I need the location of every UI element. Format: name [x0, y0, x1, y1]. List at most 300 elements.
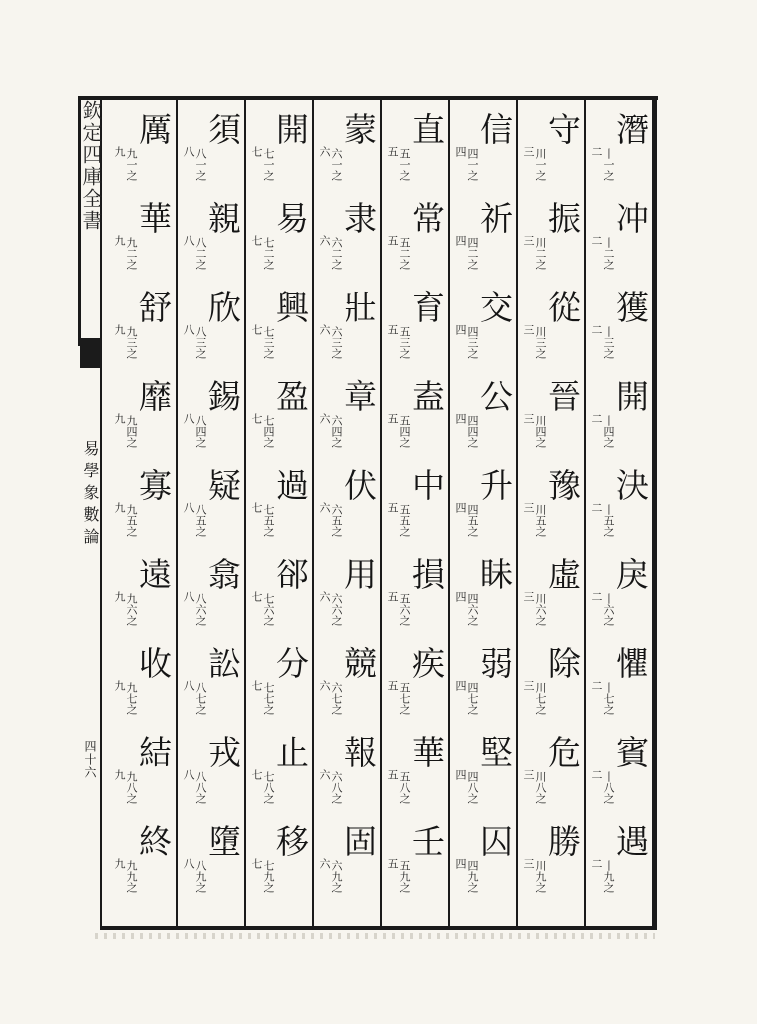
entry [453, 284, 513, 373]
entry-annotations [453, 284, 478, 359]
entry-code: 川八之 [534, 771, 547, 804]
entry [589, 640, 649, 729]
entry [453, 373, 513, 462]
entry [453, 818, 513, 907]
entry-annotations [589, 551, 614, 626]
entry-character: 眛 [480, 555, 513, 594]
entry-code: 八二之 [194, 237, 207, 270]
entry-position: 三 [522, 769, 535, 780]
entry-character: 遇 [616, 822, 649, 861]
page-number: 四十六 [83, 740, 97, 779]
entry-annotations [385, 195, 410, 270]
entry [249, 462, 309, 551]
entry-annotations [249, 462, 274, 537]
entry-annotations [453, 195, 478, 270]
entry [589, 195, 649, 284]
entry-character: 開 [276, 110, 309, 149]
entry-position: 八 [182, 413, 195, 424]
entry-character: 壬 [412, 822, 445, 861]
entry-position: 七 [250, 769, 263, 780]
entry-annotations [385, 640, 410, 715]
entry-code: 九一之 [125, 148, 138, 181]
entry-character: 興 [276, 288, 309, 327]
entry [112, 373, 172, 462]
entry-code: 丨七之 [602, 682, 615, 715]
entry-character: 用 [344, 555, 377, 594]
entry-annotations [249, 195, 274, 270]
entry-position: 九 [113, 769, 126, 780]
entry-position: 三 [522, 591, 535, 602]
entry [521, 729, 581, 818]
entry-code: 四二之 [466, 237, 479, 270]
entry-position: 七 [250, 146, 263, 157]
entry-character: 祈 [480, 199, 513, 238]
entry [317, 373, 377, 462]
entry-character: 蒙 [344, 110, 377, 149]
entry [249, 551, 309, 640]
entry-position: 三 [522, 235, 535, 246]
entry-annotations [385, 284, 410, 359]
entry-code: 丨五之 [602, 504, 615, 537]
entry [317, 106, 377, 195]
entry-position: 七 [250, 324, 263, 335]
entry-position: 四 [454, 769, 467, 780]
entry [181, 284, 241, 373]
entry-position: 二 [590, 324, 603, 335]
entry-annotations [317, 284, 342, 359]
entry [385, 462, 445, 551]
entry-character: 墮 [208, 822, 241, 861]
entry-character: 囚 [480, 822, 513, 861]
entry-character: 訟 [208, 644, 241, 683]
entry-position: 六 [318, 769, 331, 780]
entry-code: 七四之 [262, 415, 275, 448]
entry-position: 七 [250, 413, 263, 424]
entry-position: 七 [250, 502, 263, 513]
entry-annotations [112, 195, 137, 270]
entry [181, 106, 241, 195]
entry-annotations [181, 818, 206, 893]
entry-character: 升 [480, 466, 513, 505]
entry-code: 五三之 [398, 326, 411, 359]
entry-annotations [589, 106, 614, 181]
entry-position: 三 [522, 502, 535, 513]
entry [181, 195, 241, 284]
entry-code: 丨四之 [602, 415, 615, 448]
running-title: 欽定四庫全書 [79, 100, 103, 232]
entry [589, 818, 649, 907]
entry-annotations [249, 729, 274, 804]
entry [181, 640, 241, 729]
text-column [584, 100, 652, 926]
entry [249, 195, 309, 284]
entry-position: 五 [386, 591, 399, 602]
entry-code: 八六之 [194, 593, 207, 626]
entry-code: 七九之 [262, 860, 275, 893]
entry [249, 284, 309, 373]
entry-code: 五一之 [398, 148, 411, 181]
entry-position: 九 [113, 146, 126, 157]
entry [249, 373, 309, 462]
entry-position: 六 [318, 591, 331, 602]
entry [317, 195, 377, 284]
entry [453, 551, 513, 640]
entry-position: 七 [250, 235, 263, 246]
entry-code: 川二之 [534, 237, 547, 270]
entry-position: 八 [182, 502, 195, 513]
entry-character: 晉 [548, 377, 581, 416]
text-column [176, 100, 244, 926]
entry-position: 六 [318, 858, 331, 869]
entry-code: 四一之 [466, 148, 479, 181]
entry-code: 五五之 [398, 504, 411, 537]
entry-annotations [181, 640, 206, 715]
entry-annotations [249, 284, 274, 359]
entry [249, 729, 309, 818]
entry-position: 三 [522, 858, 535, 869]
entry-character: 須 [208, 110, 241, 149]
entry-character: 決 [616, 466, 649, 505]
entry-annotations [112, 284, 137, 359]
entry-annotations [521, 729, 546, 804]
entry-code: 九七之 [125, 682, 138, 715]
entry [112, 729, 172, 818]
entry-code: 六七之 [330, 682, 343, 715]
entry-character: 獲 [616, 288, 649, 327]
entry-annotations [249, 373, 274, 448]
entry-annotations [112, 729, 137, 804]
entry-code: 川四之 [534, 415, 547, 448]
entry-character: 章 [344, 377, 377, 416]
entry-annotations [589, 373, 614, 448]
entry-annotations [317, 818, 342, 893]
entry-character: 守 [548, 110, 581, 149]
entry-code: 七七之 [262, 682, 275, 715]
entry-character: 疾 [412, 644, 445, 683]
entry-position: 七 [250, 591, 263, 602]
entry-character: 華 [412, 733, 445, 772]
entry-position: 三 [522, 146, 535, 157]
text-column [380, 100, 448, 926]
entry-annotations [112, 373, 137, 448]
entry-character: 中 [412, 466, 445, 505]
entry-code: 八五之 [194, 504, 207, 537]
entry-character: 郤 [276, 555, 309, 594]
entry-code: 四三之 [466, 326, 479, 359]
entry-code: 丨三之 [602, 326, 615, 359]
entry [521, 284, 581, 373]
entry-position: 三 [522, 413, 535, 424]
entry [112, 462, 172, 551]
entry-position: 四 [454, 413, 467, 424]
entry-character: 親 [208, 199, 241, 238]
entry [385, 640, 445, 729]
entry-code: 七三之 [262, 326, 275, 359]
entry-code: 八四之 [194, 415, 207, 448]
entry-position: 六 [318, 324, 331, 335]
entry-code: 丨九之 [602, 860, 615, 893]
text-column [312, 100, 380, 926]
text-column [516, 100, 584, 926]
entry [317, 284, 377, 373]
entry-annotations [249, 818, 274, 893]
entry-position: 六 [318, 680, 331, 691]
entry-code: 四八之 [466, 771, 479, 804]
entry-position: 四 [454, 858, 467, 869]
entry-position: 四 [454, 591, 467, 602]
entry-annotations [181, 106, 206, 181]
entry-annotations [453, 462, 478, 537]
entry-character: 華 [139, 199, 172, 238]
entry-code: 五八之 [398, 771, 411, 804]
entry-position: 八 [182, 858, 195, 869]
entry-annotations [453, 729, 478, 804]
entry-code: 九四之 [125, 415, 138, 448]
entry-position: 五 [386, 235, 399, 246]
entry-code: 四七之 [466, 682, 479, 715]
entry-position: 八 [182, 324, 195, 335]
text-column [244, 100, 312, 926]
entry-code: 四六之 [466, 593, 479, 626]
entry [589, 284, 649, 373]
entry-code: 四四之 [466, 415, 479, 448]
entry [317, 729, 377, 818]
entry-code: 九六之 [125, 593, 138, 626]
entry-position: 二 [590, 146, 603, 157]
entry-character: 公 [480, 377, 513, 416]
entry [589, 729, 649, 818]
entry-annotations [317, 640, 342, 715]
entry-character: 冲 [616, 199, 649, 238]
entry-position: 七 [250, 680, 263, 691]
entry-position: 九 [113, 591, 126, 602]
entry-character: 危 [548, 733, 581, 772]
entry-character: 交 [480, 288, 513, 327]
entry-annotations [181, 462, 206, 537]
entry [589, 373, 649, 462]
entry-character: 遠 [139, 555, 172, 594]
entry-code: 七二之 [262, 237, 275, 270]
entry-character: 賓 [616, 733, 649, 772]
entry-character: 虛 [548, 555, 581, 594]
entry-code: 七六之 [262, 593, 275, 626]
text-column [108, 100, 176, 926]
entry-position: 九 [113, 413, 126, 424]
entry-annotations [317, 195, 342, 270]
entry-annotations [112, 818, 137, 893]
entry-annotations [453, 373, 478, 448]
entry-position: 九 [113, 502, 126, 513]
entry-code: 七一之 [262, 148, 275, 181]
entry-annotations [112, 551, 137, 626]
entry-position: 二 [590, 680, 603, 691]
entry-character: 開 [616, 377, 649, 416]
entry-code: 丨六之 [602, 593, 615, 626]
entry-position: 八 [182, 680, 195, 691]
entry-code: 六五之 [330, 504, 343, 537]
entry-character: 靡 [139, 377, 172, 416]
entry-character: 伏 [344, 466, 377, 505]
entry-annotations [453, 640, 478, 715]
entry-annotations [521, 195, 546, 270]
entry-code: 九五之 [125, 504, 138, 537]
entry [521, 373, 581, 462]
entry-character: 除 [548, 644, 581, 683]
entry-annotations [249, 551, 274, 626]
entry-code: 九八之 [125, 771, 138, 804]
entry-code: 川五之 [534, 504, 547, 537]
entry-code: 五七之 [398, 682, 411, 715]
entry-code: 六一之 [330, 148, 343, 181]
entry-character: 常 [412, 199, 445, 238]
entry-code: 九二之 [125, 237, 138, 270]
entry-code: 八一之 [194, 148, 207, 181]
entry-character: 移 [276, 822, 309, 861]
entry-code: 五二之 [398, 237, 411, 270]
entry-annotations [317, 106, 342, 181]
entry-position: 五 [386, 502, 399, 513]
entry-character: 終 [139, 822, 172, 861]
entry-annotations [589, 640, 614, 715]
entry-position: 二 [590, 413, 603, 424]
entry-annotations [385, 106, 410, 181]
entry-annotations [521, 462, 546, 537]
entry [453, 729, 513, 818]
entry-annotations [385, 818, 410, 893]
entry-code: 八八之 [194, 771, 207, 804]
entry-code: 四九之 [466, 860, 479, 893]
entry [112, 195, 172, 284]
entry-position: 五 [386, 146, 399, 157]
entry-annotations [521, 284, 546, 359]
entry [589, 462, 649, 551]
entry [589, 551, 649, 640]
entry-character: 懼 [616, 644, 649, 683]
entry-code: 六八之 [330, 771, 343, 804]
entry-annotations [181, 729, 206, 804]
entry [181, 462, 241, 551]
entry-annotations [181, 551, 206, 626]
entry-code: 丨八之 [602, 771, 615, 804]
entry-annotations [385, 462, 410, 537]
entry-character: 勝 [548, 822, 581, 861]
entry-position: 四 [454, 502, 467, 513]
entry-character: 翕 [208, 555, 241, 594]
entry [249, 640, 309, 729]
entry-character: 舒 [139, 288, 172, 327]
entry-annotations [249, 640, 274, 715]
entry-annotations [181, 284, 206, 359]
entry [453, 462, 513, 551]
entry-annotations [521, 640, 546, 715]
entry-character: 厲 [139, 110, 172, 149]
entry [181, 729, 241, 818]
entry-code: 川七之 [534, 682, 547, 715]
entry-annotations [317, 551, 342, 626]
entry [317, 818, 377, 907]
entry [453, 640, 513, 729]
entry-position: 九 [113, 680, 126, 691]
entry [181, 551, 241, 640]
entry-annotations [521, 551, 546, 626]
entry-character: 信 [480, 110, 513, 149]
entry-annotations [317, 462, 342, 537]
entry-position: 四 [454, 324, 467, 335]
entry-character: 直 [412, 110, 445, 149]
entry-character: 止 [276, 733, 309, 772]
entry-annotations [589, 284, 614, 359]
entry-position: 九 [113, 235, 126, 246]
entry-annotations [385, 729, 410, 804]
entry-annotations [181, 373, 206, 448]
entry-code: 七五之 [262, 504, 275, 537]
entry [385, 284, 445, 373]
entry [249, 818, 309, 907]
entry-annotations [589, 818, 614, 893]
entry-annotations [521, 106, 546, 181]
entry [589, 106, 649, 195]
entry-annotations [181, 195, 206, 270]
entry-character: 分 [276, 644, 309, 683]
entry-character: 豫 [548, 466, 581, 505]
entry-annotations [589, 462, 614, 537]
entry [317, 640, 377, 729]
entry-position: 六 [318, 502, 331, 513]
entry-annotations [317, 729, 342, 804]
entry-annotations [112, 106, 137, 181]
entry-code: 九九之 [125, 860, 138, 893]
entry-position: 五 [386, 324, 399, 335]
fishtail-mark [80, 338, 102, 368]
entry [521, 195, 581, 284]
entry [385, 106, 445, 195]
entry [112, 640, 172, 729]
entry-code: 川九之 [534, 860, 547, 893]
entry-code: 八九之 [194, 860, 207, 893]
entry [385, 551, 445, 640]
entry-position: 五 [386, 413, 399, 424]
entry-character: 盍 [412, 377, 445, 416]
entry [521, 818, 581, 907]
entry [385, 818, 445, 907]
entry-annotations [521, 373, 546, 448]
entry-code: 川三之 [534, 326, 547, 359]
entry-position: 四 [454, 146, 467, 157]
entry-character: 隶 [344, 199, 377, 238]
entry-position: 七 [250, 858, 263, 869]
entry-character: 潛 [616, 110, 649, 149]
entry-annotations [453, 818, 478, 893]
entry-code: 四五之 [466, 504, 479, 537]
entry [453, 106, 513, 195]
text-columns [102, 100, 652, 926]
entry-position: 八 [182, 769, 195, 780]
entry-position: 六 [318, 235, 331, 246]
entry-position: 八 [182, 235, 195, 246]
entry-position: 二 [590, 591, 603, 602]
entry-code: 川六之 [534, 593, 547, 626]
entry-code: 六六之 [330, 593, 343, 626]
entry-position: 五 [386, 769, 399, 780]
entry-position: 二 [590, 858, 603, 869]
entry-character: 弱 [480, 644, 513, 683]
entry [181, 818, 241, 907]
entry-character: 振 [548, 199, 581, 238]
entry-code: 丨二之 [602, 237, 615, 270]
entry-character: 育 [412, 288, 445, 327]
entry-position: 九 [113, 858, 126, 869]
entry-character: 壯 [344, 288, 377, 327]
